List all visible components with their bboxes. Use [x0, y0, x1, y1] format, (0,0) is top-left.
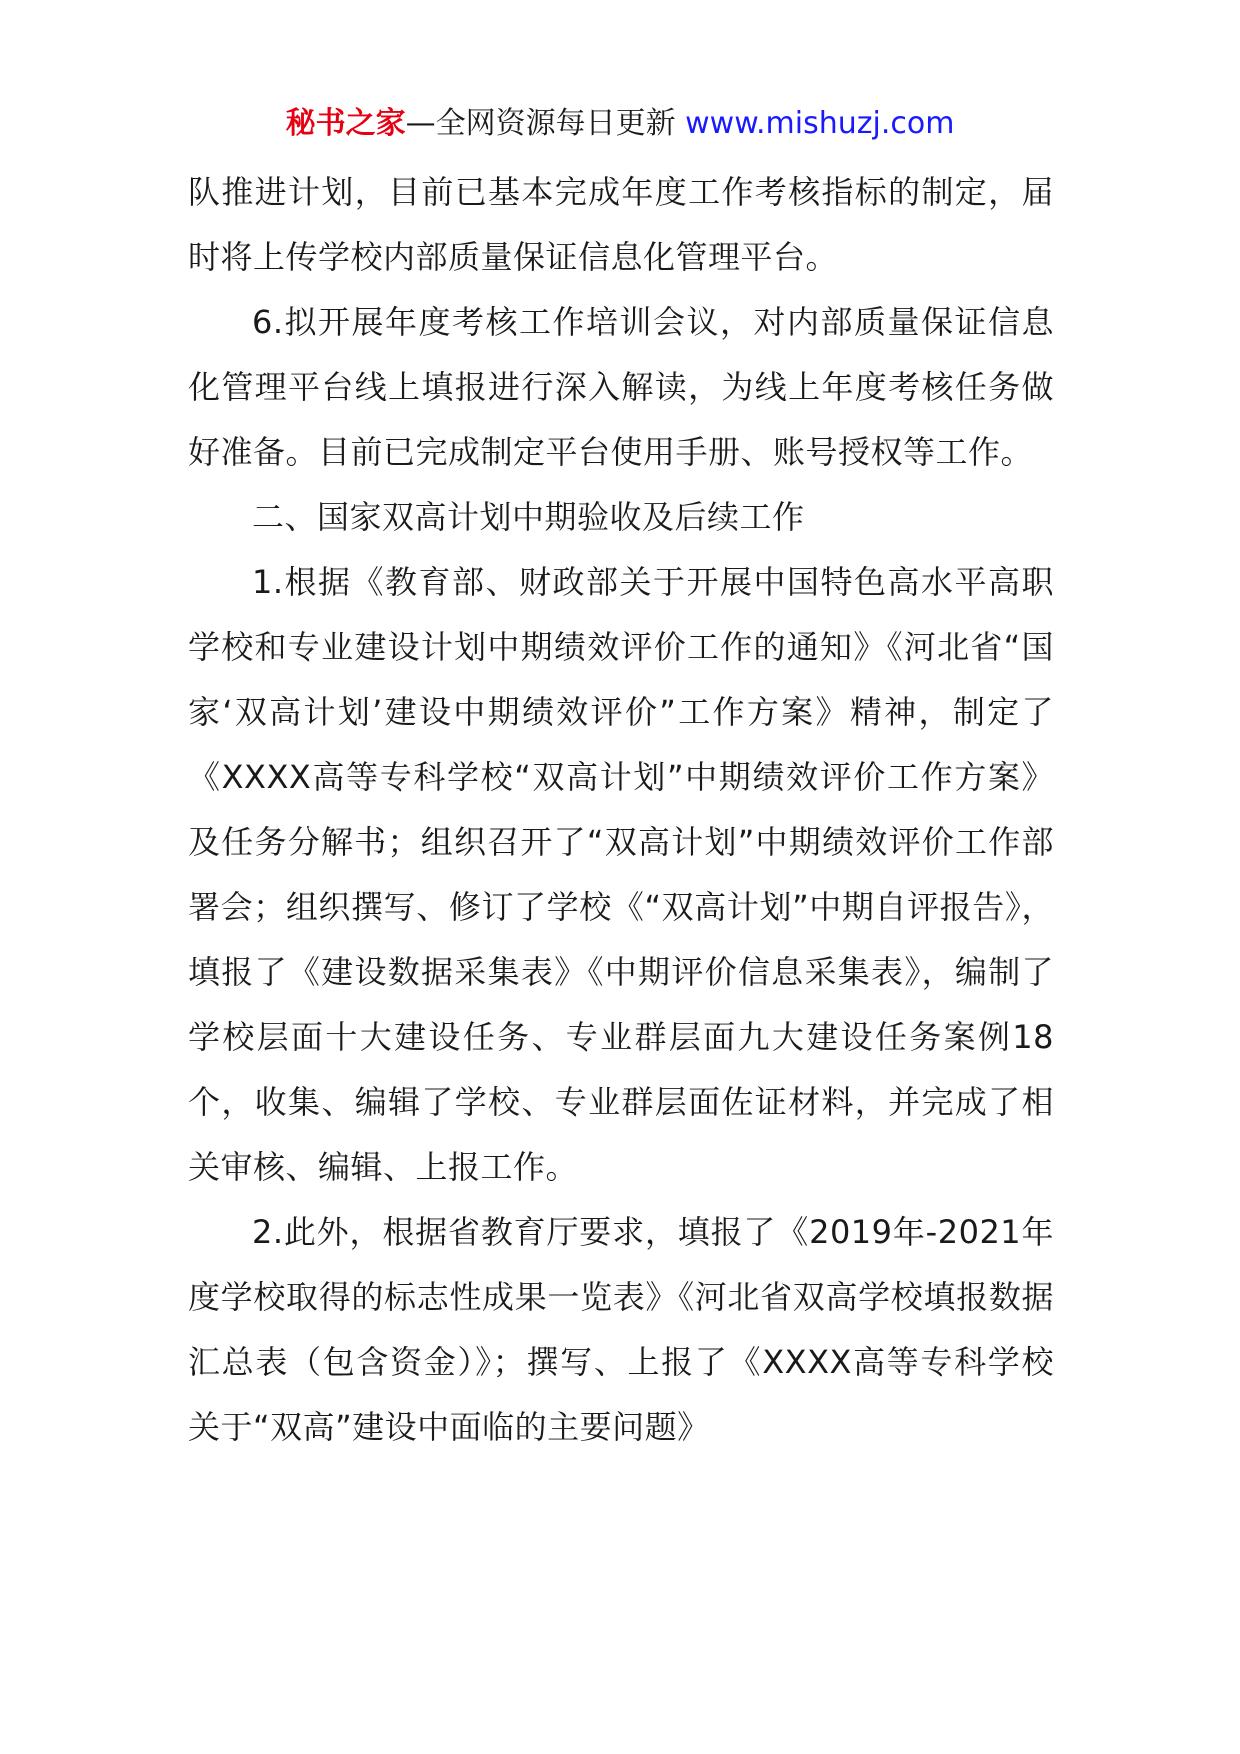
document-body: [188, 160, 1054, 1460]
header-tagline: —全网资源每日更新: [405, 106, 686, 141]
paragraph-item-1: 1.根据《教育部、财政部关于开展中国特色高水平高职学校和专业建设计划中期绩效评价工作的通知》《河北省“国家‘双高计划’建设中期绩效评价”工作方案》精神，制定了《XXXX高等专科学校“双高计划”中期绩效评价工作方案》及任务分解书；组织召开了“双高计划”中期绩效评价工作部署会；组织撰写、修订了学校《“双高计划”中期自评报告》，填报了《建设数据采集表》《中期评价信息采集表》，编制了学校层面十大建设任务、专业群层面九大建设任务案例18个，收集、编辑了学校、专业群层面佐证材料，并完成了相关审核、编辑、上报工作。: [188, 563, 1054, 1186]
section-heading-2: 二、国家双高计划中期验收及后续工作: [252, 498, 805, 536]
paragraph-item-2: 2.此外，根据省教育厅要求，填报了《2019年-2021年度学校取得的标志性成果一览表》《河北省双高学校填报数据汇总表（包含资金）》；撰写、上报了《XXXX高等专科学校关于“双高”建设中面临的主要问题》: [188, 1213, 1054, 1446]
brand-name: 秘书之家: [285, 106, 406, 141]
site-url[interactable]: www.mishuzj.com: [685, 106, 955, 141]
paragraph-continuation: 队推进计划，目前已基本完成年度工作考核指标的制定，届时将上传学校内部质量保证信息化管理平台。: [188, 173, 1054, 276]
paragraph-item-6: 6.拟开展年度考核工作培训会议，对内部质量保证信息化管理平台线上填报进行深入解读，为线上年度考核任务做好准备。目前已完成制定平台使用手册、账号授权等工作。: [188, 303, 1054, 471]
page-header: [0, 104, 1240, 144]
